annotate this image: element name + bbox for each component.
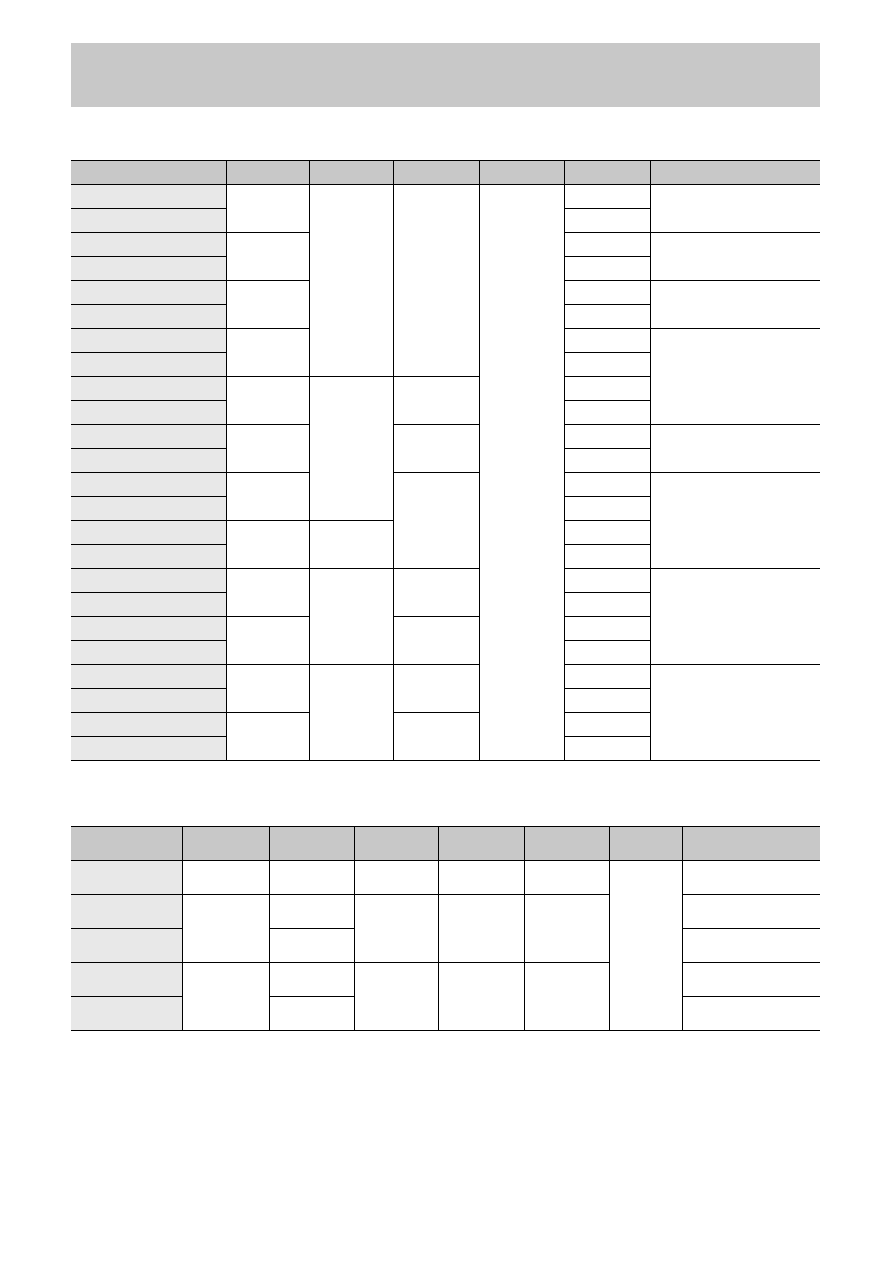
row-label (71, 329, 226, 353)
table-cell (354, 963, 438, 1031)
row-label (71, 737, 226, 761)
table-cell (564, 257, 650, 281)
table-row (71, 473, 820, 497)
header-cell (564, 161, 650, 185)
header-cell (438, 827, 524, 861)
header-cell (182, 827, 269, 861)
table-cell (564, 473, 650, 497)
row-label (71, 617, 226, 641)
row-label (71, 233, 226, 257)
table-cell (564, 233, 650, 257)
header-cell (309, 161, 393, 185)
table-cell (309, 185, 393, 377)
table-cell (269, 963, 354, 997)
table-cell (650, 569, 820, 665)
table-cell (393, 377, 479, 425)
header-cell (650, 161, 820, 185)
table-header-row (71, 827, 820, 861)
row-label (71, 497, 226, 521)
table-cell (682, 997, 820, 1031)
table-cell (564, 569, 650, 593)
row-label (71, 425, 226, 449)
table-cell (226, 233, 309, 281)
row-label (71, 713, 226, 737)
table-cell (438, 963, 524, 1031)
table-cell (650, 185, 820, 233)
table-cell (564, 449, 650, 473)
table-cell (564, 593, 650, 617)
header-cell (71, 827, 182, 861)
table-cell (564, 641, 650, 665)
table-cell (393, 617, 479, 665)
main-table (71, 160, 820, 761)
row-label (71, 257, 226, 281)
table-cell (269, 929, 354, 963)
table-cell (564, 353, 650, 377)
table-cell (393, 473, 479, 569)
table-row (71, 963, 820, 997)
row-label (71, 401, 226, 425)
row-label (71, 209, 226, 233)
table-cell (226, 665, 309, 713)
table-cell (564, 545, 650, 569)
table-cell (309, 377, 393, 521)
table-cell (524, 895, 609, 963)
table-cell (393, 569, 479, 617)
table-cell (564, 737, 650, 761)
table-cell (226, 713, 309, 761)
row-label (71, 963, 182, 997)
secondary-table (71, 826, 820, 1031)
table-cell (182, 895, 269, 963)
row-label (71, 521, 226, 545)
table-cell (393, 713, 479, 761)
table-cell (564, 521, 650, 545)
row-label (71, 377, 226, 401)
table-cell (564, 689, 650, 713)
row-label (71, 895, 182, 929)
header-cell (226, 161, 309, 185)
table-cell (269, 861, 354, 895)
table-cell (650, 473, 820, 569)
table-cell (393, 665, 479, 713)
row-label (71, 929, 182, 963)
row-label (71, 641, 226, 665)
row-label (71, 353, 226, 377)
table-cell (309, 569, 393, 665)
row-label (71, 593, 226, 617)
table-cell (650, 233, 820, 281)
table-row (71, 569, 820, 593)
table-cell (226, 185, 309, 233)
table-cell (269, 895, 354, 929)
table-cell (650, 329, 820, 425)
table-cell (479, 185, 564, 761)
table-cell (564, 329, 650, 353)
table-cell (650, 425, 820, 473)
table-cell (226, 425, 309, 473)
table-cell (309, 521, 393, 569)
header-cell (269, 827, 354, 861)
header-cell (71, 161, 226, 185)
table-cell (564, 209, 650, 233)
row-label (71, 281, 226, 305)
header-cell (479, 161, 564, 185)
table-row (71, 185, 820, 209)
table-cell (226, 377, 309, 425)
table-cell (609, 861, 682, 1031)
table-cell (682, 861, 820, 895)
table-cell (524, 963, 609, 1031)
table-cell (393, 425, 479, 473)
row-label (71, 185, 226, 209)
table-cell (564, 425, 650, 449)
row-label (71, 569, 226, 593)
table-cell (564, 281, 650, 305)
row-label (71, 861, 182, 895)
header-cell (393, 161, 479, 185)
table-cell (309, 665, 393, 761)
table-cell (393, 185, 479, 377)
table-cell (682, 929, 820, 963)
table-row (71, 861, 820, 895)
table-cell (524, 861, 609, 895)
table-cell (564, 185, 650, 209)
table-cell (354, 861, 438, 895)
table-cell (438, 895, 524, 963)
table-row (71, 425, 820, 449)
table-cell (226, 281, 309, 329)
row-label (71, 689, 226, 713)
header-cell (682, 827, 820, 861)
table-cell (650, 665, 820, 761)
header-cell (524, 827, 609, 861)
table-row (71, 895, 820, 929)
table-cell (564, 377, 650, 401)
table-cell (564, 497, 650, 521)
title-bar (71, 43, 820, 107)
table-cell (226, 617, 309, 665)
table-cell (650, 281, 820, 329)
table-cell (226, 329, 309, 377)
table-cell (354, 895, 438, 963)
table-cell (226, 473, 309, 521)
header-cell (609, 827, 682, 861)
table-cell (269, 997, 354, 1031)
row-label (71, 305, 226, 329)
row-label (71, 545, 226, 569)
table-cell (682, 963, 820, 997)
table-cell (564, 305, 650, 329)
table-cell (182, 861, 269, 895)
row-label (71, 449, 226, 473)
row-label (71, 997, 182, 1031)
table-row (71, 665, 820, 689)
table-cell (564, 665, 650, 689)
table-cell (182, 963, 269, 1031)
table-cell (682, 895, 820, 929)
table-cell (564, 713, 650, 737)
table-cell (438, 861, 524, 895)
row-label (71, 473, 226, 497)
table-cell (564, 401, 650, 425)
table-cell (226, 521, 309, 569)
table-header-row (71, 161, 820, 185)
table-cell (226, 569, 309, 617)
header-cell (354, 827, 438, 861)
table-cell (564, 617, 650, 641)
row-label (71, 665, 226, 689)
